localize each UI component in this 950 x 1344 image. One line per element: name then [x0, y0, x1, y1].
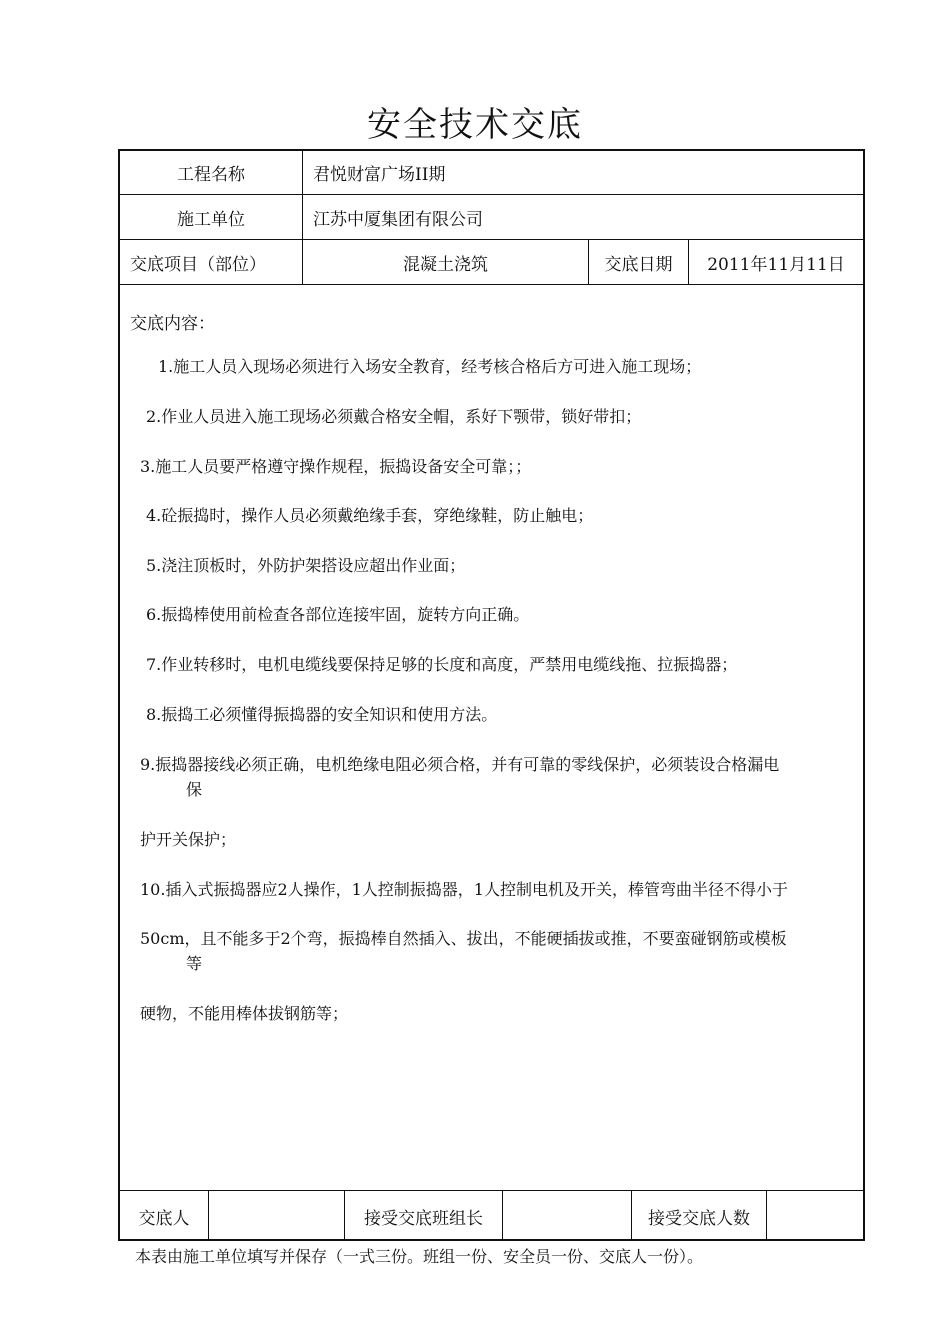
team-leader-label: 接受交底班组长	[364, 1208, 483, 1229]
disclosure-date-value: 2011年11月11日	[707, 254, 845, 275]
content-line: 6.振捣棒使用前检查各部位连接牢固，旋转方向正确。	[146, 605, 530, 624]
content-line: 硬物，不能用棒体拔钢筋等；	[140, 1004, 349, 1023]
content-line: 8.振捣工必须懂得振捣器的安全知识和使用方法。	[146, 705, 498, 724]
disclosure-form	[118, 149, 865, 1241]
disclosure-date-label: 交底日期	[604, 254, 673, 275]
content-line: 1.施工人员入现场必须进行入场安全教育，经考核合格后方可进入施工现场；	[158, 357, 702, 376]
content-line: 保	[186, 780, 203, 799]
recipient-count-value[interactable]	[767, 1191, 863, 1241]
project-name-value: 君悦财富广场II期	[313, 165, 446, 185]
disclosure-item-label: 交底项目（部位）	[130, 254, 266, 275]
row-divider	[120, 284, 863, 285]
content-line: 4.砼振捣时，操作人员必须戴绝缘手套，穿绝缘鞋，防止触电；	[146, 506, 594, 525]
contractor-value: 江苏中厦集团有限公司	[313, 209, 483, 230]
project-name-label: 工程名称	[177, 165, 245, 185]
content-line: 7.作业转移时，电机电缆线要保持足够的长度和高度，严禁用电缆线拖、拉振捣器；	[146, 655, 738, 674]
recipient-count-label: 接受交底人数	[648, 1208, 750, 1229]
discloser-label: 交底人	[138, 1208, 190, 1229]
content-line: 50cm，且不能多于2个弯，振捣棒自然插入、拔出，不能硬插拔或推，不要蛮碰钢筋或模板	[140, 929, 787, 948]
content-line: 2.作业人员进入施工现场必须戴合格安全帽，系好下颚带，锁好带扣；	[146, 407, 642, 426]
page-title: 安全技术交底	[367, 105, 583, 145]
content-line: 护开关保护；	[140, 830, 237, 849]
content-line: 9.振捣器接线必须正确，电机绝缘电阻必须合格，并有可靠的零线保护，必须装设合格漏电	[140, 755, 780, 774]
content-line: 等	[186, 954, 203, 973]
form-note: 本表由施工单位填写并保存（一式三份。班组一份、安全员一份、交底人一份）。	[135, 1247, 704, 1266]
content-label: 交底内容：	[130, 314, 215, 334]
content-line: 5.浇注顶板时，外防护架搭设应超出作业面；	[146, 556, 466, 575]
discloser-value[interactable]	[209, 1191, 344, 1241]
content-line: 3.施工人员要严格遵守操作规程，振捣设备安全可靠；；	[140, 457, 532, 476]
contractor-label: 施工单位	[177, 209, 245, 230]
content-line: 10.插入式振捣器应2人操作，1人控制振捣器，1人控制电机及开关，棒管弯曲半径不得小于	[140, 880, 788, 899]
team-leader-value[interactable]	[503, 1191, 631, 1241]
disclosure-item-value: 混凝土浇筑	[403, 254, 488, 275]
